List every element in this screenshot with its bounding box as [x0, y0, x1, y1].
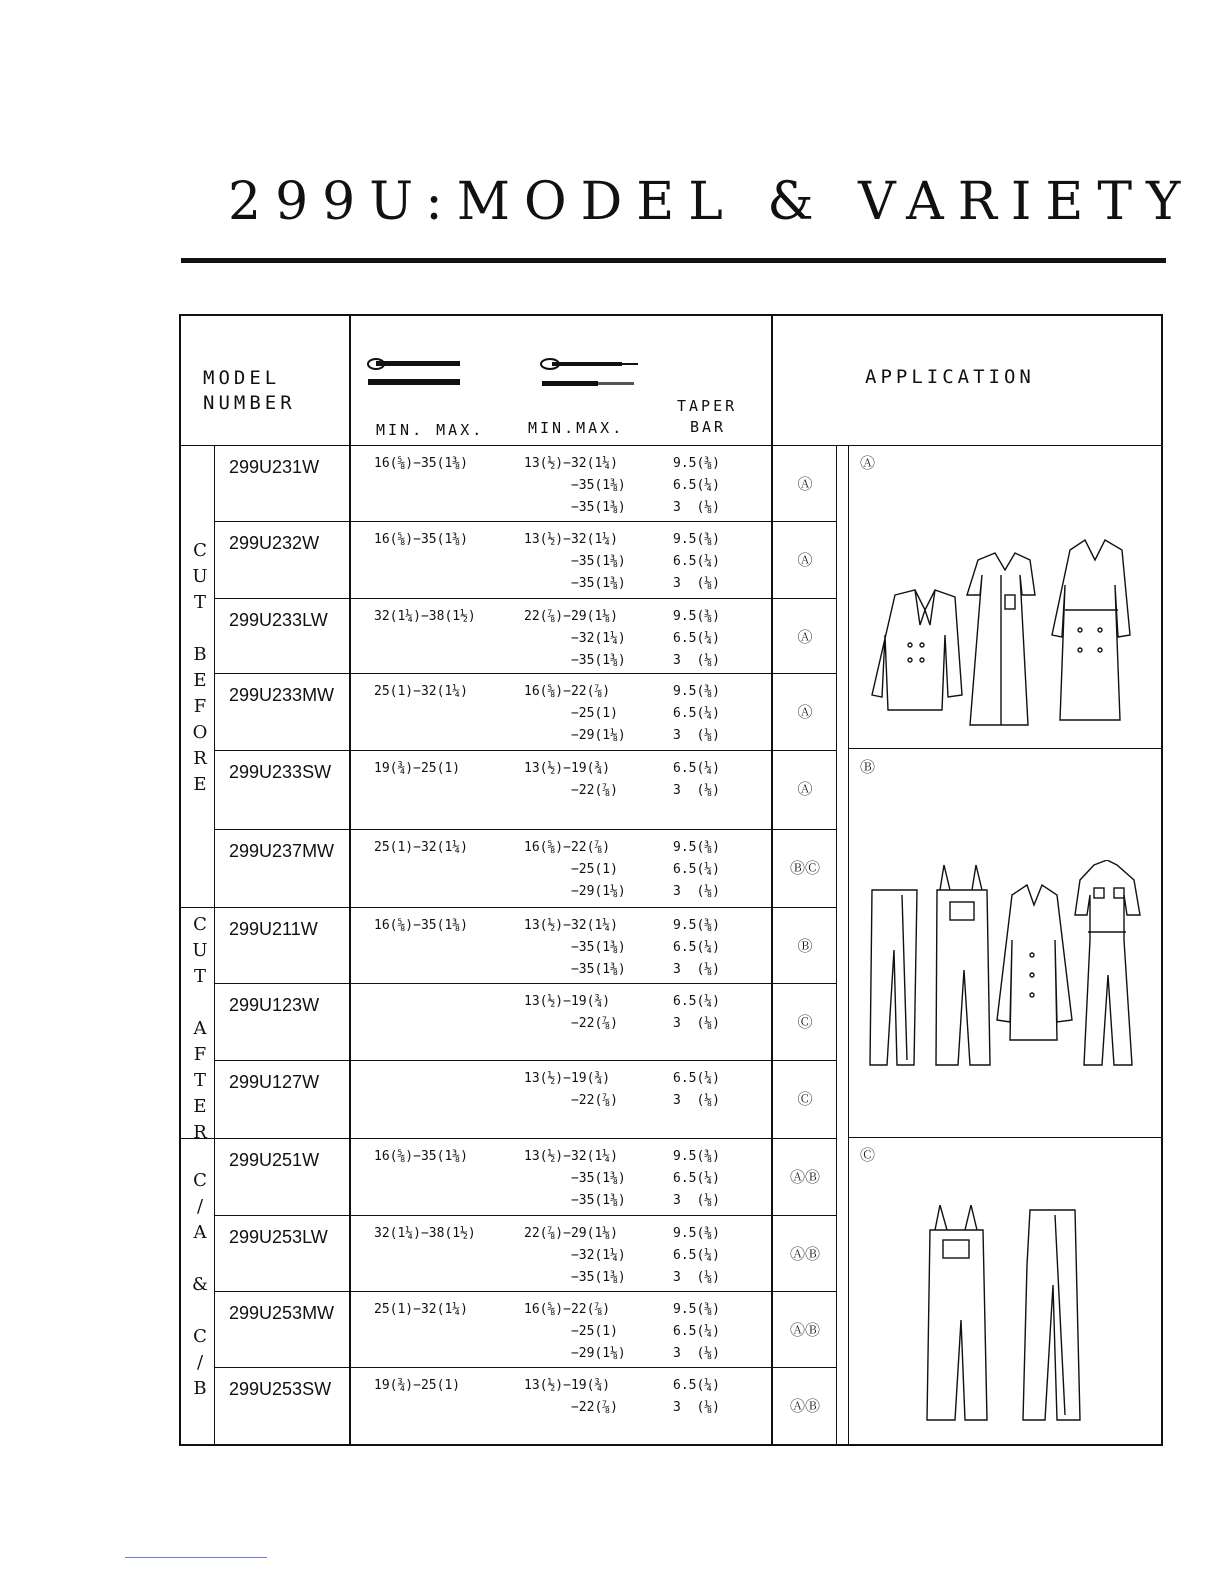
model-number: 299U253SW	[229, 1379, 332, 1399]
row-separator	[215, 673, 837, 674]
application-code: ⒶⒷ	[789, 1397, 820, 1415]
app-group-c-mark: Ⓒ	[860, 1146, 876, 1164]
group-ca-cb: C / A & C / B	[191, 1170, 209, 1399]
taper-bar-value: 6.5(¼) 3 (⅛)	[673, 1071, 720, 1108]
application-code: Ⓐ	[797, 475, 813, 493]
min-max-b-value: 16(⅝)−22(⅞) −25(1) −29(1⅛)	[524, 684, 626, 743]
row-separator	[215, 907, 837, 908]
taper-bar-value: 9.5(⅜) 6.5(¼) 3 (⅛)	[673, 918, 720, 977]
model-number: 299U233MW	[229, 685, 335, 705]
model-number: 299U233LW	[229, 610, 328, 630]
application-code: Ⓑ	[797, 937, 813, 955]
application-code: Ⓐ	[797, 703, 813, 721]
application-label: APPLICATION	[865, 366, 1035, 388]
min-max-a-value: 16(⅝)−35(1⅜)	[374, 532, 468, 547]
min-max-a-value: 32(1¼)−38(1½)	[374, 1226, 476, 1241]
min-max-a-value: 25(1)−32(1¼)	[374, 1302, 468, 1317]
model-number-label-2: NUMBER	[203, 392, 296, 414]
application-code: Ⓐ	[797, 628, 813, 646]
app-group-b-mark: Ⓑ	[860, 758, 876, 776]
model-number: 299U232W	[229, 533, 320, 553]
application-code: ⒶⒷ	[789, 1168, 820, 1186]
model-divider	[349, 314, 351, 1446]
row-separator	[215, 983, 837, 984]
group-separator	[181, 907, 215, 908]
app-group-separator	[848, 748, 1163, 749]
application-code: ⒶⒷ	[789, 1321, 820, 1339]
min-max-b-value: 16(⅝)−22(⅞) −25(1) −29(1⅛)	[524, 1302, 626, 1361]
app-group-a-mark: Ⓐ	[860, 454, 876, 472]
app-divider-2	[848, 445, 849, 1446]
spec-divider	[771, 314, 773, 1446]
application-code: Ⓒ	[797, 1090, 813, 1108]
application-code: Ⓐ	[797, 780, 813, 798]
min-max-b-value: 13(½)−19(¾) −22(⅞)	[524, 1378, 618, 1415]
taper-bar-value: 6.5(¼) 3 (⅛)	[673, 1378, 720, 1415]
row-separator	[215, 1215, 837, 1216]
min-max-label-a: MIN. MAX.	[376, 421, 485, 439]
row-separator	[215, 1367, 837, 1368]
group-cut-after: C U T A F T E R	[192, 914, 208, 1143]
taper-bar-value: 9.5(⅜) 6.5(¼) 3 (⅛)	[673, 840, 720, 899]
bar-label: BAR	[690, 418, 727, 436]
min-max-b-value: 22(⅞)−29(1⅛) −32(1¼) −35(1⅜)	[524, 609, 626, 668]
row-separator	[215, 1060, 837, 1061]
application-code: ⒶⒷ	[789, 1245, 820, 1263]
min-max-label-b: MIN.MAX.	[528, 419, 625, 437]
min-max-b-value: 13(½)−19(¾) −22(⅞)	[524, 994, 618, 1031]
min-max-b-value: 13(½)−32(1¼) −35(1⅜) −35(1⅜)	[524, 1149, 626, 1208]
taper-bar-value: 9.5(⅜) 6.5(¼) 3 (⅛)	[673, 609, 720, 668]
taper-label: TAPER	[677, 397, 738, 415]
group-divider	[214, 445, 215, 1446]
taper-bar-value: 6.5(¼) 3 (⅛)	[673, 994, 720, 1031]
model-number: 299U253LW	[229, 1227, 328, 1247]
min-max-b-value: 22(⅞)−29(1⅛) −32(1¼) −35(1⅜)	[524, 1226, 626, 1285]
row-separator	[215, 750, 837, 751]
taper-bar-value: 9.5(⅜) 6.5(¼) 3 (⅛)	[673, 456, 720, 515]
group-cut-before: C U T B E F O R E	[192, 540, 208, 795]
model-number: 299U253MW	[229, 1303, 335, 1323]
row-separator	[215, 521, 837, 522]
min-max-b-value: 13(½)−19(¾) −22(⅞)	[524, 761, 618, 798]
page-title: 299U:MODEL & VARIETY	[228, 172, 1195, 232]
min-max-a-value: 16(⅝)−35(1⅜)	[374, 456, 468, 471]
application-code: Ⓐ	[797, 551, 813, 569]
min-max-a-value: 16(⅝)−35(1⅜)	[374, 918, 468, 933]
footer-line	[125, 1557, 267, 1558]
model-number: 299U127W	[229, 1072, 320, 1092]
min-max-a-value: 19(¾)−25(1)	[374, 761, 461, 776]
model-number: 299U123W	[229, 995, 320, 1015]
row-separator	[215, 1138, 837, 1139]
taper-bar-value: 9.5(⅜) 6.5(¼) 3 (⅛)	[673, 1226, 720, 1285]
application-code: ⒷⒸ	[789, 859, 820, 877]
min-max-a-value: 25(1)−32(1¼)	[374, 840, 468, 855]
model-number: 299U231W	[229, 457, 320, 477]
garments-jacket-dress-coat-illustration	[870, 535, 1150, 730]
application-code: Ⓒ	[797, 1013, 813, 1031]
min-max-b-value: 13(½)−19(¾) −22(⅞)	[524, 1071, 618, 1108]
min-max-b-value: 13(½)−32(1¼) −35(1⅜) −35(1⅜)	[524, 918, 626, 977]
min-max-a-value: 19(¾)−25(1)	[374, 1378, 461, 1393]
min-max-b-value: 13(½)−32(1¼) −35(1⅜) −35(1⅜)	[524, 456, 626, 515]
min-max-b-value: 16(⅝)−22(⅞) −25(1) −29(1⅛)	[524, 840, 626, 899]
model-number-label: MODEL	[203, 367, 281, 389]
taper-bar-value: 6.5(¼) 3 (⅛)	[673, 761, 720, 798]
model-number: 299U251W	[229, 1150, 320, 1170]
min-max-a-value: 16(⅝)−35(1⅜)	[374, 1149, 468, 1164]
row-separator	[215, 1291, 837, 1292]
app-divider	[836, 445, 837, 1446]
taper-bar-value: 9.5(⅜) 6.5(¼) 3 (⅛)	[673, 1149, 720, 1208]
garments-pants-overalls-coat-outfit-illustration	[862, 860, 1152, 1075]
header-rule	[179, 445, 1163, 446]
min-max-a-value: 25(1)−32(1¼)	[374, 684, 468, 699]
taper-bar-value: 9.5(⅜) 6.5(¼) 3 (⅛)	[673, 684, 720, 743]
taper-bar-value: 9.5(⅜) 6.5(¼) 3 (⅛)	[673, 1302, 720, 1361]
title-rule	[181, 258, 1166, 263]
min-max-a-value: 32(1¼)−38(1½)	[374, 609, 476, 624]
cotter-pin-tapered-icon	[538, 355, 648, 395]
app-group-separator	[848, 1137, 1163, 1138]
model-number: 299U237MW	[229, 841, 335, 861]
cotter-pin-icon	[366, 355, 466, 395]
min-max-b-value: 13(½)−32(1¼) −35(1⅜) −35(1⅜)	[524, 532, 626, 591]
taper-bar-value: 9.5(⅜) 6.5(¼) 3 (⅛)	[673, 532, 720, 591]
model-number: 299U211W	[229, 919, 318, 939]
row-separator	[215, 829, 837, 830]
model-number: 299U233SW	[229, 762, 332, 782]
garments-overalls-pants-illustration	[915, 1205, 1095, 1430]
row-separator	[215, 598, 837, 599]
